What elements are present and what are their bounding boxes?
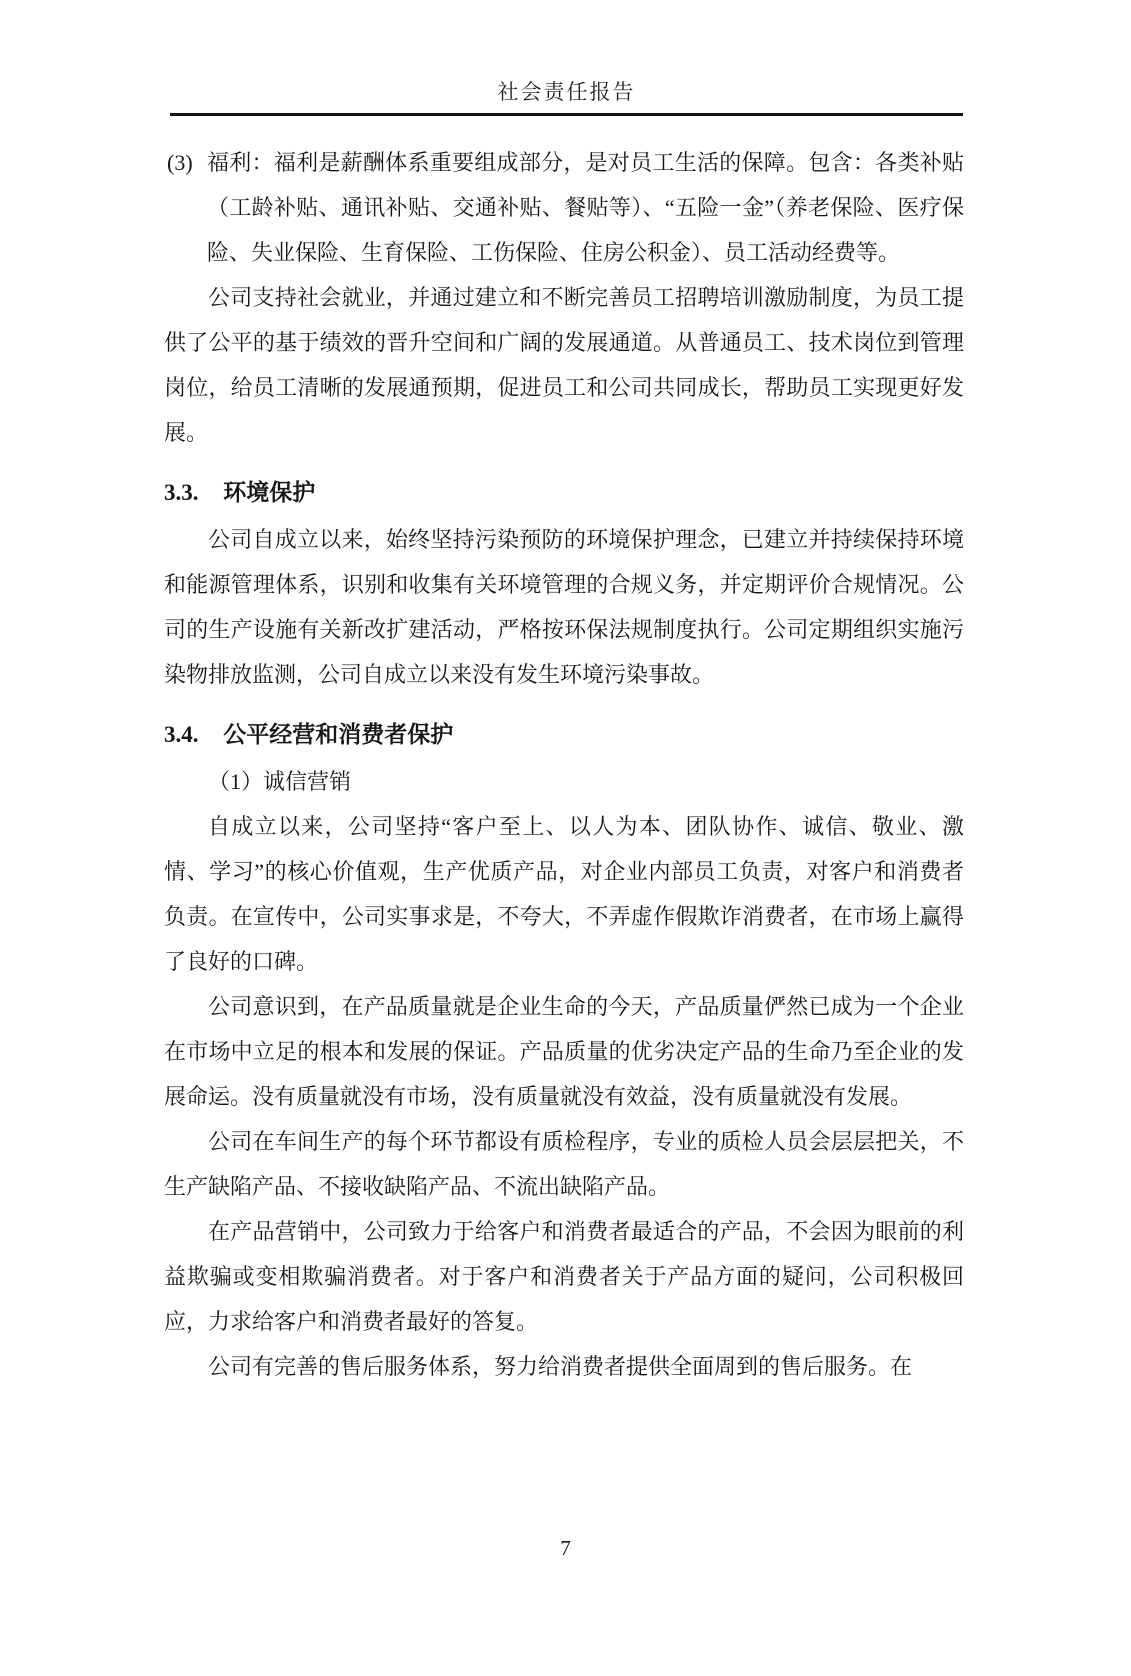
environment-paragraph: 公司自成立以来，始终坚持污染预防的环境保护理念，已建立并持续保持环境和能源管理体系，识别和收集有关环境管理的合规义务，并定期评价合规情况。公司的生产设施有关新改扩建活动，严格按环保法规制度执行。公司定期组织实施污染物排放监测，公司自成立以来没有发生环境污染事故。 — [164, 527, 964, 687]
document-page — [0, 76, 1131, 1676]
product-quality-paragraph: 公司意识到，在产品质量就是企业生命的今天，产品质量俨然已成为一个企业在市场中立足的根本和发展的保证。产品质量的优劣决定产品的生命乃至企业的发展命运。没有质量就没有市场，没有质量就没有效益，没有质量就没有发展。 — [164, 994, 964, 1109]
after-sales-paragraph: 公司有完善的售后服务体系，努力给消费者提供全面周到的售后服务。在 — [208, 1354, 913, 1379]
document-body — [164, 140, 964, 1389]
page-footer — [0, 1536, 1131, 1561]
section-3-3-heading — [164, 475, 964, 511]
core-values-paragraph: 自成立以来，公司坚持“客户至上、以人为本、团队协作、诚信、敬业、激情、学习”的核心价值观，生产优质产品，对企业内部员工负责，对客户和消费者负责。在宣传中，公司实事求是，不夸大，不弄虚作假欺诈消费者，在市场上赢得了良好的口碑。 — [164, 814, 964, 974]
section-3-4-title: 公平经营和消费者保护 — [223, 722, 454, 747]
benefits-list-item — [164, 140, 964, 275]
section-3-3-title: 环境保护 — [223, 480, 316, 505]
section-3-4-heading — [164, 717, 964, 753]
section-3-4-number: 3.4. — [164, 722, 199, 747]
list-item-marker: (3) — [167, 150, 193, 175]
quality-inspection-paragraph: 公司在车间生产的每个环节都设有质检程序，专业的质检人员会层层把关，不生产缺陷产品、不接收缺陷产品、不流出缺陷产品。 — [164, 1129, 964, 1199]
benefits-list-text: 福利：福利是薪酬体系重要组成部分，是对员工生活的保障。包含：各类补贴（工龄补贴、通讯补贴、交通补贴、餐贴等）、“五险一金”（养老保险、医疗保险、失业保险、生育保险、工伤保险、住房公积金）、员工活动经费等。 — [207, 150, 964, 265]
employment-paragraph: 公司支持社会就业，并通过建立和不断完善员工招聘培训激励制度，为员工提供了公平的基于绩效的晋升空间和广阔的发展通道。从普通员工、技术岗位到管理岗位，给员工清晰的发展通预期，促进员工和公司共同成长，帮助员工实现更好发展。 — [164, 285, 964, 445]
page-header — [170, 76, 963, 116]
section-3-3-number: 3.3. — [164, 480, 199, 505]
subitem-honest-marketing: （1）诚信营销 — [208, 769, 352, 794]
page-number: 7 — [560, 1536, 571, 1560]
marketing-paragraph: 在产品营销中，公司致力于给客户和消费者最适合的产品，不会因为眼前的利益欺骗或变相欺骗消费者。对于客户和消费者关于产品方面的疑问，公司积极回应，力求给客户和消费者最好的答复。 — [164, 1219, 964, 1334]
report-title: 社会责任报告 — [497, 80, 636, 104]
